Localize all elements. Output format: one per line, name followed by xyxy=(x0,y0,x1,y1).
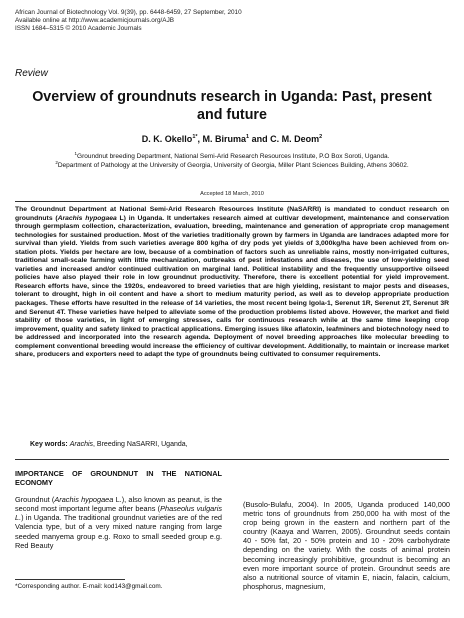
body-paragraph xyxy=(15,495,222,550)
paper-title: Overview of groundnuts research in Uganda: Past, present and future xyxy=(32,89,432,123)
author-name: M. Biruma xyxy=(202,134,247,144)
author-superscript: 2 xyxy=(319,134,323,140)
author-separator: , xyxy=(197,134,203,144)
section-heading: IMPORTANCE OF GROUNDNUT IN THE NATIONAL ECONOMY xyxy=(15,469,222,488)
abstract-text: The Groundnut Department at National Semi-Arid Research Resources Institute (NaSARRI) is mandated to conduct research on groundnuts ( xyxy=(15,206,449,222)
keywords-text: , Breeding NaSARRI, Uganda, xyxy=(93,441,188,448)
section-label: Review xyxy=(15,68,48,79)
body-column-left xyxy=(15,469,222,550)
author-name: C. M. Deom xyxy=(270,134,320,144)
author-name: D. K. Okello xyxy=(141,134,193,144)
body-text: Groundnut ( xyxy=(15,495,55,505)
abstract-text: L) in Uganda. It undertakes research aimed at cultivar development, maintenance and conservation through germplasm collection, characterization, evaluation, breeding, maintenance and generation of appropriate crop management technologies for sustained production. Most of the varieties traditionally grown by farmers in Uganda are landraces adapted more for survival than yield. Yields from such varieties average 800 kg/ha of dry pods yet yields of 3,000kg/ha have been achieved from on-station plots. Yields per hectare are low, because of a combination of factors such as unreliable rains, mostly non-irrigated cultures, traditional small-scale farming with little mechanization, outbreaks of pest infestations and diseases, the use of low-yielding seed varieties and increased and/or continued cultivation on marginal land. Political instability and the frequently unsupportive oilseed policies have also played their role in low groundnut productivity. Therefore, there is excellent potential for yield improvement. Research efforts have, since the 1920s, endeavored to breed varieties that are high yielding, resistant to major pests and diseases, tolerant to drought, high in oil content and have a short to medium maturity period, as well as to develop appropriate production packages. These efforts have resulted in the release of 14 varieties, the most recent being Igola-1, Serenut 1R, Serenut 2T, Serenut 3R and Serenut 4T. These varieties have helped to alleviate some of the production problems listed above. However, the market and field stability of those varieties, in light of emerging stresses, calls for continuous research while at the same time keeping crop improvement, quality and safety linked to practical applications. Emerging issues like aflatoxin, leafminers and biotechnology need to be addressed and incorporated into the research agenda. Deployment of novel breeding approaches like molecular breeding to complement conventional breeding would increase the efficiency of cultivar development. Additionally, to maintain or increase market share, producers and exporters need to adapt the type of groundnuts being cultivated to consumer requirements. xyxy=(15,214,450,359)
affiliation-superscript: 1 xyxy=(74,150,78,156)
journal-url[interactable]: Available online at http://www.academicjournals.org/AJB xyxy=(15,17,175,25)
corresponding-author-footnote: *Corresponding author. E-mail: kod143@gmail.com. xyxy=(15,583,163,590)
footnote-rule xyxy=(15,579,125,580)
accepted-date: Accepted 18 March, 2010 xyxy=(200,191,264,197)
body-column-right xyxy=(243,500,450,591)
journal-citation: African Journal of Biotechnology Vol. 9(39), pp. 6448-6459, 27 September, 2010 xyxy=(15,9,242,16)
author-superscript: 1* xyxy=(192,134,198,140)
affiliation-text: Groundnut breeding Department, National Semi-Arid Research Resources Institute, P.O Box Soroti, Uganda. xyxy=(77,153,390,160)
body-text: L.), also known as peanut, is the second most important legume after beans ( xyxy=(15,495,222,514)
keywords-italic: Arachis xyxy=(69,441,94,448)
author-superscript: 1 xyxy=(246,134,250,140)
keywords-label: Key words: xyxy=(30,441,68,448)
keywords xyxy=(30,441,188,448)
author-separator: and xyxy=(249,134,271,144)
abstract-bottom-rule xyxy=(15,459,449,460)
body-italic: Arachis hypogaea xyxy=(54,495,114,505)
abstract xyxy=(15,206,449,360)
body-italic: Phaseolus vulgaris L. xyxy=(15,504,223,523)
abstract-italic: Arachis hypogaea xyxy=(57,214,117,222)
affiliation-text: Department of Pathology at the University of Georgia, University of Georgia, Miller Plant Sciences Building, Athens 30602. xyxy=(57,161,409,169)
affiliations xyxy=(28,150,436,170)
body-text: ) in Uganda. The traditional groundnut varieties are of the red Valencia type, but of a very mixed nature ranging from large seeded manyema group e.g. Roxo to small seeded group e.g. Red Beauty xyxy=(15,513,222,550)
affiliation-superscript: 2 xyxy=(55,159,58,165)
affiliation-2 xyxy=(28,159,436,171)
abstract-top-rule xyxy=(15,201,449,202)
journal-issn: ISSN 1684–5315 © 2010 Academic Journals xyxy=(15,25,142,33)
body-paragraph: (Busolo-Bulafu, 2004). In 2005, Uganda produced 140,000 metric tons of groundnuts from 250,000 ha with most of the crop being grown in the eastern and northern part of the country (Kaaya and Warren, 2005). Groundnut seeds contain 40 - 50% fat, 20 - 50% protein and 10 - 20% carbohydrate depending on the variety. With the costs of animal protein becoming increasingly prohibitive, groundnut is becoming an even more important source of protein. Groundnut seeds are also a nutritional source of vitamin E, niacin, falacin, calcium, phosphorus, magnesium, xyxy=(243,500,450,591)
author-list xyxy=(0,134,464,144)
journal-header xyxy=(15,9,242,34)
